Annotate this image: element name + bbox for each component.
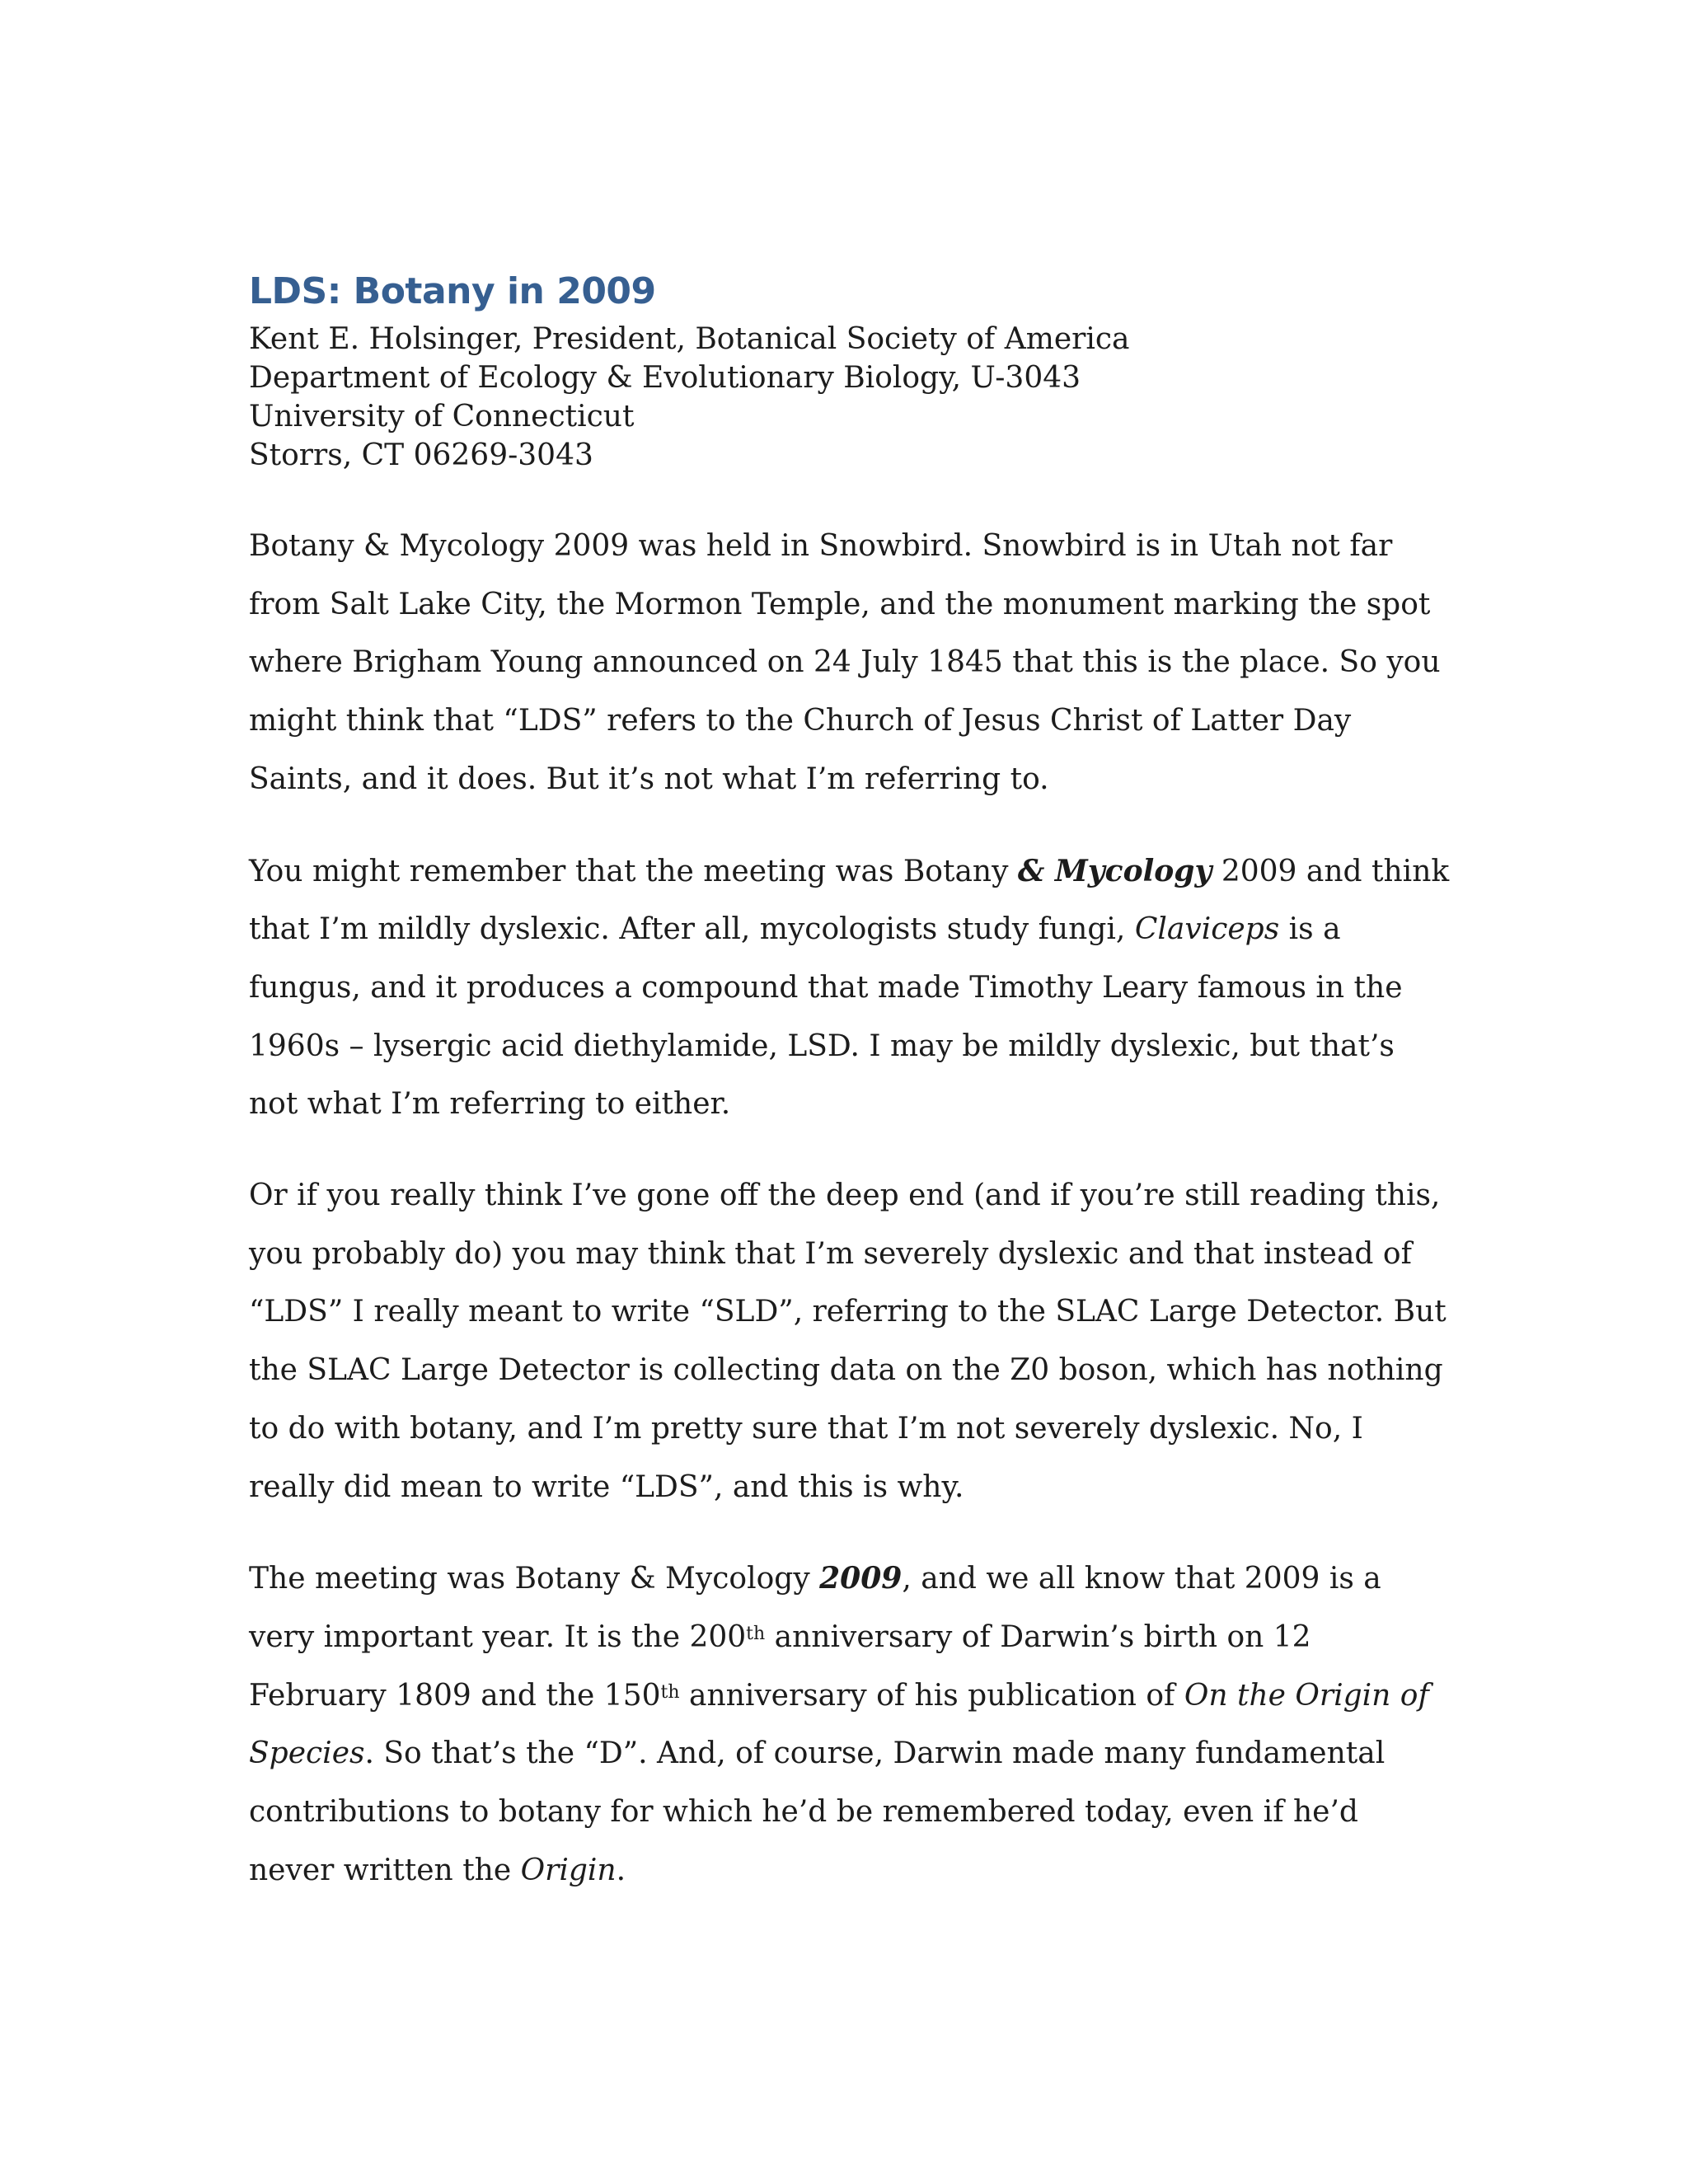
paragraph-4-text-c: , and we all know that 2009 is a very important year. It is the 200 <box>249 1562 1381 1654</box>
paragraph-4-text-g: anniversary of his publication of <box>679 1678 1184 1713</box>
paragraph-2-text-c: 2009 and think that I’m mildly dyslexic. After all, mycologists study fungi, <box>249 854 1450 947</box>
claviceps-italic: Claviceps <box>1134 912 1280 947</box>
origin-italic: Origin <box>520 1853 617 1887</box>
city-line: Storrs, CT 06269-3043 <box>249 438 593 472</box>
paragraph-4-text-i: . So that’s the “D”. And, of course, Darwin made many fundamental contributions to botany for which he’d be remembered today, even if he’d never written the <box>249 1736 1386 1887</box>
author-address-block <box>249 320 1452 475</box>
department-line: Department of Ecology & Evolutionary Biology, U-3043 <box>249 361 1081 395</box>
document-page <box>249 267 1452 1900</box>
ordinal-superscript-150th: th <box>660 1681 680 1703</box>
paragraph-4-text-e: anniversary of Darwin’s birth on 12 February 1809 and the 150 <box>249 1619 1311 1713</box>
document-title: LDS: Botany in 2009 <box>249 270 656 312</box>
paragraph-2-text-e: is a fungus, and it produces a compound that made Timothy Leary famous in the 1960s – lysergic acid diethylamide, LSD. I may be mildly dyslexic, but that’s not what I’m referring to either. <box>249 912 1403 1122</box>
paragraph-4 <box>249 1549 1452 1900</box>
paragraph-2-text-a: You might remember that the meeting was Botany <box>249 854 1018 888</box>
mycology-emphasis: & Mycology <box>1017 853 1212 888</box>
author-name-line: Kent E. Holsinger, President, Botanical Society of America <box>249 322 1130 356</box>
year-emphasis: 2009 <box>819 1561 903 1596</box>
paragraph-4-text-a: The meeting was Botany & Mycology <box>249 1562 820 1596</box>
paragraph-3: Or if you really think I’ve gone off the deep end (and if you’re still reading this, you probably do) you may think that I’m severely dyslexic and that instead of “LDS” I really meant to write “SLD”, referring to the SLAC Large Detector. But the SLAC Large Detector is collecting data on the Z0 boson, which has nothing to do with botany, and I’m pretty sure that I’m not severely dyslexic. No, I really did mean to write “LDS”, and this is why. <box>249 1179 1447 1504</box>
ordinal-superscript-200th: th <box>746 1623 766 1644</box>
paragraph-1: Botany & Mycology 2009 was held in Snowbird. Snowbird is in Utah not far from Salt Lake City, the Mormon Temple, and the monument marking the spot where Brigham Young announced on 24 July 1845 that this is the place. So you might think that “LDS” refers to the Church of Jesus Christ of Latter Day Saints, and it does. But it’s not what I’m referring to. <box>249 529 1441 796</box>
university-line: University of Connecticut <box>249 400 635 434</box>
paragraph-4-text-k: . <box>616 1853 626 1887</box>
origin-of-species-italic: On the Origin of Species <box>249 1678 1429 1771</box>
paragraph-2 <box>249 842 1452 1135</box>
